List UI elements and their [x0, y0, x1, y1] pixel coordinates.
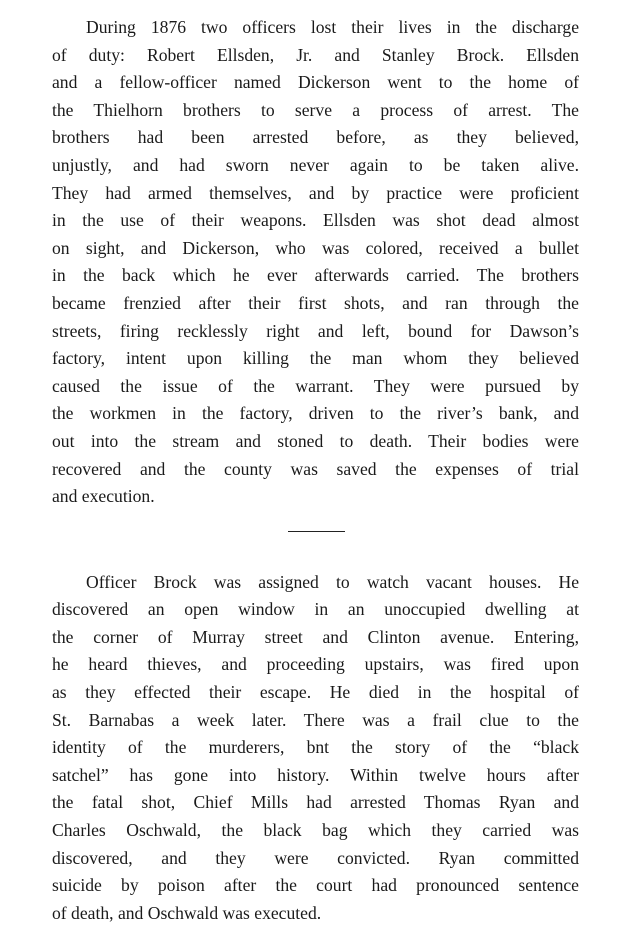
text-line: recovered and the county was saved the expenses of trial — [52, 458, 579, 479]
text-line: brothers had been arrested before, as they believed, — [52, 127, 579, 148]
paragraph-brock — [52, 569, 579, 928]
text-line: They had armed themselves, and by practice were proficient — [52, 182, 579, 203]
text-line: Charles Oschwald, the black bag which they carried was — [52, 820, 579, 841]
text-line: caused the issue of the warrant. They were pursued by — [52, 375, 579, 396]
text-line: the corner of Murray street and Clinton avenue. Entering, — [52, 626, 579, 647]
text-line: became frenzied after their first shots, and ran through the — [52, 292, 579, 313]
paragraph-ellsden — [52, 14, 579, 511]
text-line: as they effected their escape. He died in the hospital of — [52, 682, 579, 703]
text-line: suicide by poison after the court had pronounced sentence — [52, 875, 579, 896]
text-line: St. Barnabas a week later. There was a frail clue to the — [52, 709, 579, 730]
text-line: the Thielhorn brothers to serve a process of arrest. The — [52, 99, 579, 120]
text-line: he heard thieves, and proceeding upstairs, was fired upon — [52, 654, 579, 675]
text-line: discovered, and they were convicted. Ryan committed — [52, 847, 579, 868]
divider-rule — [288, 531, 345, 532]
text-line: factory, intent upon killing the man whom they believed — [52, 348, 579, 369]
text-line: During 1876 two officers lost their lives in the discharge — [86, 17, 579, 37]
text-line: out into the stream and stoned to death. Their bodies were — [52, 430, 579, 451]
text-line: unjustly, and had sworn never again to be taken alive. — [52, 154, 579, 175]
section-divider — [52, 511, 579, 569]
text-line: on sight, and Dickerson, who was colored, received a bullet — [52, 237, 579, 258]
text-line: satchel” has gone into history. Within twelve hours after — [52, 764, 579, 785]
text-line: in the use of their weapons. Ellsden was shot dead almost — [52, 210, 579, 231]
text-line: of death, and Oschwald was executed. — [52, 902, 322, 923]
text-line: discovered an open window in an unoccupied dwelling at — [52, 599, 579, 620]
text-line: identity of the murderers, bnt the story of the “black — [52, 737, 579, 758]
text-line: streets, firing recklessly right and left, bound for Dawson’s — [52, 320, 579, 341]
text-line: of duty: Robert Ellsden, Jr. and Stanley Brock. Ellsden — [52, 44, 579, 65]
text-line: the fatal shot, Chief Mills had arrested Thomas Ryan and — [52, 792, 579, 813]
text-line: and a fellow-officer named Dickerson went to the home of — [52, 72, 579, 93]
text-line: Officer Brock was assigned to watch vacant houses. He — [86, 571, 579, 592]
text-line: the workmen in the factory, driven to the river’s bank, and — [52, 403, 579, 424]
text-line: in the back which he ever afterwards carried. The brothers — [52, 265, 579, 286]
text-line: and execution. — [52, 486, 155, 507]
